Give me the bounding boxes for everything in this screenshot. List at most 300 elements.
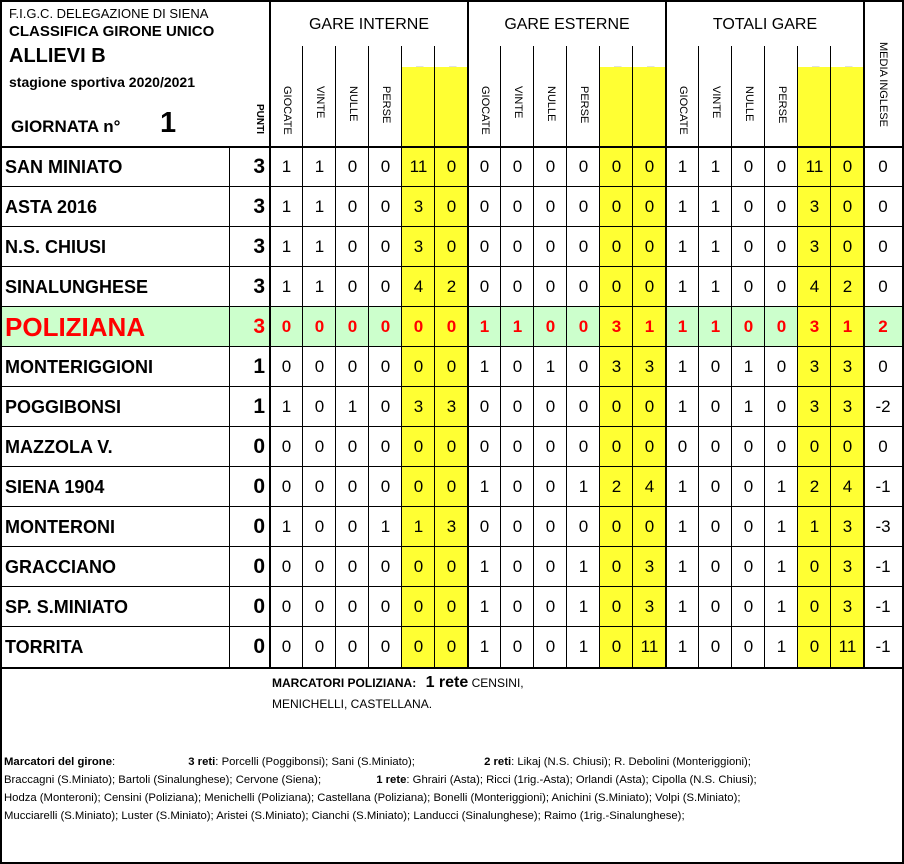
home-vinte-cell: 0 xyxy=(314,477,325,496)
away-vinte-cell: 1 xyxy=(512,317,523,336)
away-perse-cell: 0 xyxy=(578,317,589,336)
grid-line xyxy=(1,226,903,227)
grid-line xyxy=(698,46,699,667)
total-vinte-cell: 0 xyxy=(710,597,721,616)
home-vinte-cell: 1 xyxy=(314,157,325,176)
home-perse-cell: 0 xyxy=(380,357,391,376)
average-cell: -1 xyxy=(875,557,891,576)
total-vinte-cell: 0 xyxy=(710,477,721,496)
total-reti-fatte-cell: 3 xyxy=(809,237,820,256)
home-vinte-cell: 0 xyxy=(314,317,325,336)
home-reti-fatte-cell: 0 xyxy=(413,637,424,656)
home-nulle-cell: 0 xyxy=(347,597,358,616)
total-reti-fatte-cell: 2 xyxy=(809,477,820,496)
home-giocate-cell: 1 xyxy=(281,157,292,176)
grid-line xyxy=(335,46,336,667)
total-vinte-cell: 1 xyxy=(710,237,721,256)
home-giocate-cell: 0 xyxy=(281,357,292,376)
away-perse-cell: 0 xyxy=(578,397,589,416)
home-reti-subite-cell: 0 xyxy=(446,197,457,216)
total-reti-subite-cell: 0 xyxy=(842,237,853,256)
total-nulle-cell: 0 xyxy=(743,557,754,576)
away-perse-cell: 0 xyxy=(578,437,589,456)
away-perse-cell: 1 xyxy=(578,477,589,496)
team-name: SAN MINIATO xyxy=(5,157,123,177)
away-giocate-cell: 1 xyxy=(479,597,490,616)
home-giocate-cell: 1 xyxy=(281,197,292,216)
team-name: SP. S.MINIATO xyxy=(5,597,129,617)
average-cell: 0 xyxy=(878,157,888,176)
total-vinte-cell: 1 xyxy=(710,317,721,336)
team-points: 0 xyxy=(253,515,265,538)
total-reti-fatte-cell: 11 xyxy=(805,157,824,176)
team-points: 1 xyxy=(253,355,265,378)
away-nulle-cell: 0 xyxy=(545,477,556,496)
grid-line xyxy=(599,46,600,667)
away-reti-subite-cell: 4 xyxy=(644,477,655,496)
team-scorers xyxy=(272,674,524,692)
home-giocate-cell: 0 xyxy=(281,597,292,616)
total-perse-cell: 0 xyxy=(776,357,787,376)
away-vinte-cell: 0 xyxy=(512,437,523,456)
team-name: GRACCIANO xyxy=(5,557,116,577)
total-reti-subite-cell: 0 xyxy=(842,157,853,176)
team-points: 0 xyxy=(253,595,265,618)
grid-line xyxy=(401,46,402,667)
average-cell: 0 xyxy=(878,357,888,376)
team-points: 3 xyxy=(253,315,265,338)
total-vinte-cell: 0 xyxy=(710,357,721,376)
total-perse-cell: 0 xyxy=(776,437,787,456)
total-vinte-cell: 0 xyxy=(710,557,721,576)
total-reti-fatte-cell: 3 xyxy=(809,357,820,376)
home-vinte-cell: 0 xyxy=(314,637,325,656)
grid-line xyxy=(1,466,903,467)
home-reti-subite-cell: 0 xyxy=(446,237,457,256)
total-nulle-cell: 0 xyxy=(743,437,754,456)
away-nulle-cell: 0 xyxy=(545,317,556,336)
team-points: 1 xyxy=(253,395,265,418)
grid-line xyxy=(830,46,831,667)
home-vinte-cell: 1 xyxy=(314,237,325,256)
home-reti-subite-cell: 0 xyxy=(446,357,457,376)
grid-line xyxy=(500,46,501,667)
team-points: 3 xyxy=(253,195,265,218)
away-nulle-cell: 0 xyxy=(545,437,556,456)
away-perse-cell: 1 xyxy=(578,597,589,616)
away-vinte-cell: 0 xyxy=(512,517,523,536)
two-goals-list-a: Likaj (N.S. Chiusi); R. Debolini (Monteriggioni); xyxy=(517,756,751,768)
average-cell: 0 xyxy=(878,237,888,256)
grid-line xyxy=(1,546,903,547)
total-giocate-cell: 1 xyxy=(677,637,688,656)
grid-line xyxy=(368,46,369,667)
home-giocate-cell: 1 xyxy=(281,277,292,296)
home-perse-cell: 0 xyxy=(380,597,391,616)
average-cell: 2 xyxy=(878,317,888,336)
home-giocate-cell: 1 xyxy=(281,237,292,256)
total-perse-cell: 1 xyxy=(776,597,787,616)
total-reti-subite-cell: 3 xyxy=(842,357,853,376)
total-perse-cell: 0 xyxy=(776,317,787,336)
grid-line xyxy=(1,0,903,2)
team-scorers-label: MARCATORI POLIZIANA: xyxy=(272,676,417,690)
away-giocate-cell: 1 xyxy=(479,477,490,496)
group-scorers-label: Marcatori del girone xyxy=(4,756,112,768)
total-reti-fatte-cell: 1 xyxy=(809,517,820,536)
average-cell: 0 xyxy=(878,197,888,216)
three-goals-label: 3 reti xyxy=(188,756,216,768)
away-vinte-cell: 0 xyxy=(512,237,523,256)
away-nulle-cell: 0 xyxy=(545,277,556,296)
average-cell: -2 xyxy=(875,397,891,416)
column-header-away-2: NULLE xyxy=(545,86,557,122)
home-vinte-cell: 0 xyxy=(314,357,325,376)
classification-title: CLASSIFICA GIRONE UNICO xyxy=(9,23,215,40)
total-giocate-cell: 1 xyxy=(677,557,688,576)
home-nulle-cell: 0 xyxy=(347,357,358,376)
one-goal-list-a: Ghrairi (Asta); Ricci (1rig.-Asta); Orlandi (Asta); Cipolla (N.S. Chiusi); xyxy=(412,774,757,786)
total-nulle-cell: 0 xyxy=(743,477,754,496)
total-giocate-cell: 1 xyxy=(677,477,688,496)
home-perse-cell: 0 xyxy=(380,317,391,336)
total-vinte-cell: 0 xyxy=(710,437,721,456)
away-vinte-cell: 0 xyxy=(512,397,523,416)
away-perse-cell: 0 xyxy=(578,237,589,256)
home-reti-fatte-cell: 0 xyxy=(413,437,424,456)
total-reti-subite-cell: 1 xyxy=(842,317,853,336)
away-reti-fatte-cell: 0 xyxy=(611,237,622,256)
total-giocate-cell: 1 xyxy=(677,157,688,176)
away-perse-cell: 0 xyxy=(578,277,589,296)
grid-line xyxy=(1,346,903,347)
group-header-away: GARE ESTERNE xyxy=(504,16,630,33)
home-reti-fatte-cell: 1 xyxy=(413,517,424,536)
total-perse-cell: 0 xyxy=(776,397,787,416)
home-reti-subite-cell: 0 xyxy=(446,637,457,656)
away-giocate-cell: 0 xyxy=(479,157,490,176)
away-vinte-cell: 0 xyxy=(512,357,523,376)
average-column-header: MEDIA INGLESE xyxy=(877,42,889,127)
team-points: 3 xyxy=(253,275,265,298)
total-reti-subite-cell: 11 xyxy=(838,637,857,656)
away-nulle-cell: 0 xyxy=(545,557,556,576)
away-perse-cell: 1 xyxy=(578,637,589,656)
home-reti-fatte-cell: 0 xyxy=(413,477,424,496)
away-nulle-cell: 0 xyxy=(545,517,556,536)
total-nulle-cell: 1 xyxy=(743,357,754,376)
average-cell: -1 xyxy=(875,597,891,616)
home-reti-fatte-cell: 3 xyxy=(413,237,424,256)
grid-line xyxy=(1,386,903,387)
home-vinte-cell: 0 xyxy=(314,597,325,616)
total-giocate-cell: 1 xyxy=(677,517,688,536)
team-name: MONTERONI xyxy=(5,517,115,537)
away-reti-subite-cell: 11 xyxy=(640,637,659,656)
home-reti-subite-cell: 2 xyxy=(446,277,457,296)
team-scorers-count: 1 rete xyxy=(425,674,469,691)
team-scorers-line2: MENICHELLI, CASTELLANA. xyxy=(272,697,433,711)
home-nulle-cell: 0 xyxy=(347,317,358,336)
total-reti-fatte-cell: 0 xyxy=(809,637,820,656)
away-reti-subite-cell: 0 xyxy=(644,197,655,216)
home-giocate-cell: 0 xyxy=(281,637,292,656)
total-vinte-cell: 0 xyxy=(710,637,721,656)
home-perse-cell: 0 xyxy=(380,277,391,296)
home-vinte-cell: 0 xyxy=(314,397,325,416)
total-vinte-cell: 0 xyxy=(710,517,721,536)
column-header-home-2: NULLE xyxy=(347,86,359,122)
home-nulle-cell: 0 xyxy=(347,197,358,216)
away-giocate-cell: 1 xyxy=(479,637,490,656)
team-name: MAZZOLA V. xyxy=(5,437,113,457)
total-reti-subite-cell: 3 xyxy=(842,557,853,576)
home-reti-fatte-cell: 11 xyxy=(409,157,428,176)
away-vinte-cell: 0 xyxy=(512,637,523,656)
away-nulle-cell: 0 xyxy=(545,597,556,616)
federation-title: F.I.G.C. DELEGAZIONE DI SIENA xyxy=(9,6,209,21)
team-points: 0 xyxy=(253,435,265,458)
home-perse-cell: 0 xyxy=(380,437,391,456)
team-name: TORRITA xyxy=(5,637,84,657)
away-nulle-cell: 1 xyxy=(545,357,556,376)
away-perse-cell: 0 xyxy=(578,157,589,176)
home-vinte-cell: 1 xyxy=(314,197,325,216)
home-nulle-cell: 1 xyxy=(347,397,358,416)
home-giocate-cell: 0 xyxy=(281,317,292,336)
home-reti-subite-cell: 0 xyxy=(446,557,457,576)
away-giocate-cell: 1 xyxy=(479,357,490,376)
total-reti-fatte-cell: 4 xyxy=(809,277,820,296)
total-vinte-cell: 1 xyxy=(710,157,721,176)
away-reti-subite-cell: 0 xyxy=(644,277,655,296)
team-points: 0 xyxy=(253,635,265,658)
total-perse-cell: 0 xyxy=(776,277,787,296)
grid-line xyxy=(269,0,271,667)
grid-line xyxy=(863,0,865,667)
grid-line xyxy=(764,46,765,667)
away-vinte-cell: 0 xyxy=(512,197,523,216)
home-vinte-cell: 0 xyxy=(314,517,325,536)
away-reti-fatte-cell: 0 xyxy=(611,157,622,176)
total-nulle-cell: 0 xyxy=(743,517,754,536)
total-giocate-cell: 1 xyxy=(677,397,688,416)
away-reti-fatte-cell: 0 xyxy=(611,197,622,216)
two-goals-label: 2 reti xyxy=(484,756,512,768)
total-nulle-cell: 0 xyxy=(743,237,754,256)
home-nulle-cell: 0 xyxy=(347,477,358,496)
season-label: stagione sportiva 2020/2021 xyxy=(9,74,195,90)
home-reti-fatte-cell: 3 xyxy=(413,397,424,416)
grid-line xyxy=(1,186,903,187)
total-nulle-cell: 0 xyxy=(743,637,754,656)
group-scorers-line3: Hodza (Monteroni); Censini (Poliziana); Menichelli (Poliziana); Castellana (Poliziana); Bonelli (Monteriggioni); Anichini (S.Miniato); Volpi (S.Miniato); xyxy=(4,792,741,804)
home-nulle-cell: 0 xyxy=(347,237,358,256)
away-vinte-cell: 0 xyxy=(512,477,523,496)
grid-line xyxy=(302,46,303,667)
away-nulle-cell: 0 xyxy=(545,197,556,216)
total-perse-cell: 1 xyxy=(776,637,787,656)
away-reti-subite-cell: 3 xyxy=(644,597,655,616)
grid-line xyxy=(1,506,903,507)
group-header-home: GARE INTERNE xyxy=(308,16,429,33)
total-nulle-cell: 0 xyxy=(743,317,754,336)
column-header-away-0: GIOCATE xyxy=(479,86,491,135)
team-points: 3 xyxy=(253,235,265,258)
column-header-home-1: VINTE xyxy=(314,86,326,119)
grid-line xyxy=(731,46,732,667)
grid-line xyxy=(1,667,903,669)
home-reti-fatte-cell: 0 xyxy=(413,357,424,376)
group-scorers-line2: Braccagni (S.Miniato); Bartoli (Sinalunghese); Cervone (Siena); 1 rete: Ghrairi (Asta); Ricci (1rig.-Asta); Orlandi (Asta); Cipolla (N.S. Chiusi); xyxy=(4,774,757,786)
total-reti-subite-cell: 3 xyxy=(842,597,853,616)
away-nulle-cell: 0 xyxy=(545,157,556,176)
home-giocate-cell: 0 xyxy=(281,557,292,576)
grid-line xyxy=(1,146,903,148)
column-header-away-1: VINTE xyxy=(512,86,524,119)
home-perse-cell: 0 xyxy=(380,197,391,216)
column-header-away-3: PERSE xyxy=(578,86,590,124)
grid-line xyxy=(665,0,667,667)
away-nulle-cell: 0 xyxy=(545,637,556,656)
away-perse-cell: 0 xyxy=(578,357,589,376)
grid-line xyxy=(533,46,534,667)
home-nulle-cell: 0 xyxy=(347,437,358,456)
away-reti-subite-cell: 0 xyxy=(644,237,655,256)
home-reti-fatte-cell: 0 xyxy=(413,317,424,336)
away-reti-fatte-cell: 0 xyxy=(611,597,622,616)
total-giocate-cell: 1 xyxy=(677,277,688,296)
total-nulle-cell: 0 xyxy=(743,597,754,616)
total-nulle-cell: 1 xyxy=(743,397,754,416)
team-name: POLIZIANA xyxy=(5,312,146,342)
total-reti-fatte-cell: 3 xyxy=(809,397,820,416)
total-reti-subite-cell: 0 xyxy=(842,197,853,216)
home-perse-cell: 0 xyxy=(380,397,391,416)
column-header-total-1: VINTE xyxy=(710,86,722,119)
column-header-home-3: PERSE xyxy=(380,86,392,124)
away-reti-fatte-cell: 3 xyxy=(611,317,622,336)
total-reti-subite-cell: 4 xyxy=(842,477,853,496)
team-name: SINALUNGHESE xyxy=(5,277,149,297)
home-giocate-cell: 0 xyxy=(281,437,292,456)
total-giocate-cell: 1 xyxy=(677,237,688,256)
home-reti-subite-cell: 0 xyxy=(446,477,457,496)
home-reti-fatte-cell: 4 xyxy=(413,277,424,296)
home-giocate-cell: 1 xyxy=(281,517,292,536)
home-reti-fatte-cell: 0 xyxy=(413,597,424,616)
home-perse-cell: 0 xyxy=(380,157,391,176)
home-nulle-cell: 0 xyxy=(347,517,358,536)
away-vinte-cell: 0 xyxy=(512,597,523,616)
home-nulle-cell: 0 xyxy=(347,277,358,296)
away-reti-fatte-cell: 0 xyxy=(611,437,622,456)
matchday-number: 1 xyxy=(160,107,177,139)
away-reti-subite-cell: 0 xyxy=(644,437,655,456)
total-perse-cell: 0 xyxy=(776,197,787,216)
team-points: 0 xyxy=(253,555,265,578)
away-reti-subite-cell: 0 xyxy=(644,517,655,536)
home-perse-cell: 0 xyxy=(380,557,391,576)
away-giocate-cell: 0 xyxy=(479,277,490,296)
average-cell: -3 xyxy=(875,517,891,536)
away-perse-cell: 0 xyxy=(578,517,589,536)
grid-line xyxy=(797,46,798,667)
home-vinte-cell: 1 xyxy=(314,277,325,296)
group-header-total: TOTALI GARE xyxy=(712,16,818,33)
home-nulle-cell: 0 xyxy=(347,637,358,656)
total-reti-fatte-cell: 0 xyxy=(809,437,820,456)
home-reti-subite-cell: 3 xyxy=(446,397,457,416)
home-perse-cell: 0 xyxy=(380,477,391,496)
team-name: SIENA 1904 xyxy=(5,477,105,497)
grid-line xyxy=(0,0,2,864)
away-perse-cell: 0 xyxy=(578,197,589,216)
total-perse-cell: 1 xyxy=(776,517,787,536)
total-perse-cell: 0 xyxy=(776,157,787,176)
two-goals-list-b: Braccagni (S.Miniato); Bartoli (Sinalunghese); Cervone (Siena); xyxy=(4,774,322,786)
away-giocate-cell: 1 xyxy=(479,317,490,336)
away-reti-fatte-cell: 0 xyxy=(611,637,622,656)
total-reti-subite-cell: 3 xyxy=(842,517,853,536)
away-reti-fatte-cell: 0 xyxy=(611,517,622,536)
home-reti-subite-cell: 3 xyxy=(446,517,457,536)
column-header-total-3: PERSE xyxy=(776,86,788,124)
total-giocate-cell: 1 xyxy=(677,197,688,216)
home-nulle-cell: 0 xyxy=(347,557,358,576)
total-perse-cell: 1 xyxy=(776,557,787,576)
away-reti-fatte-cell: 0 xyxy=(611,277,622,296)
total-reti-fatte-cell: 0 xyxy=(809,597,820,616)
grid-line xyxy=(467,0,469,667)
grid-line xyxy=(1,586,903,587)
total-perse-cell: 0 xyxy=(776,237,787,256)
away-reti-fatte-cell: 0 xyxy=(611,557,622,576)
grid-line xyxy=(434,46,435,667)
away-nulle-cell: 0 xyxy=(545,397,556,416)
average-cell: 0 xyxy=(878,277,888,296)
away-giocate-cell: 0 xyxy=(479,197,490,216)
column-header-total-2: NULLE xyxy=(743,86,755,122)
home-giocate-cell: 0 xyxy=(281,477,292,496)
total-giocate-cell: 1 xyxy=(677,317,688,336)
column-header-total-0: GIOCATE xyxy=(677,86,689,135)
team-points: 0 xyxy=(253,475,265,498)
away-reti-subite-cell: 0 xyxy=(644,397,655,416)
home-reti-fatte-cell: 0 xyxy=(413,557,424,576)
group-scorers-line4: Mucciarelli (S.Miniato); Luster (S.Miniato); Aristei (S.Miniato); Cianchi (S.Miniato); Landucci (Sinalunghese); Raimo (1rig.-Sinalunghese); xyxy=(4,810,685,822)
team-name: POGGIBONSI xyxy=(5,397,122,417)
team-name: MONTERIGGIONI xyxy=(5,357,153,377)
group-scorers-line1: Marcatori del girone: 3 reti: Porcelli (Poggibonsi); Sani (S.Miniato); 2 reti: Likaj (N.S. Chiusi); R. Debolini (Monteriggioni); xyxy=(4,756,751,768)
home-vinte-cell: 0 xyxy=(314,557,325,576)
away-vinte-cell: 0 xyxy=(512,157,523,176)
home-nulle-cell: 0 xyxy=(347,157,358,176)
total-vinte-cell: 1 xyxy=(710,277,721,296)
grid-line xyxy=(632,46,633,667)
team-name: ASTA 2016 xyxy=(5,197,98,217)
grid-line xyxy=(566,46,567,667)
total-nulle-cell: 0 xyxy=(743,277,754,296)
away-reti-subite-cell: 1 xyxy=(644,317,655,336)
home-reti-subite-cell: 0 xyxy=(446,317,457,336)
team-name: N.S. CHIUSI xyxy=(5,237,107,257)
column-header-home-0: GIOCATE xyxy=(281,86,293,135)
grid-line xyxy=(229,147,230,667)
home-perse-cell: 1 xyxy=(380,517,391,536)
home-perse-cell: 0 xyxy=(380,637,391,656)
total-vinte-cell: 1 xyxy=(710,197,721,216)
